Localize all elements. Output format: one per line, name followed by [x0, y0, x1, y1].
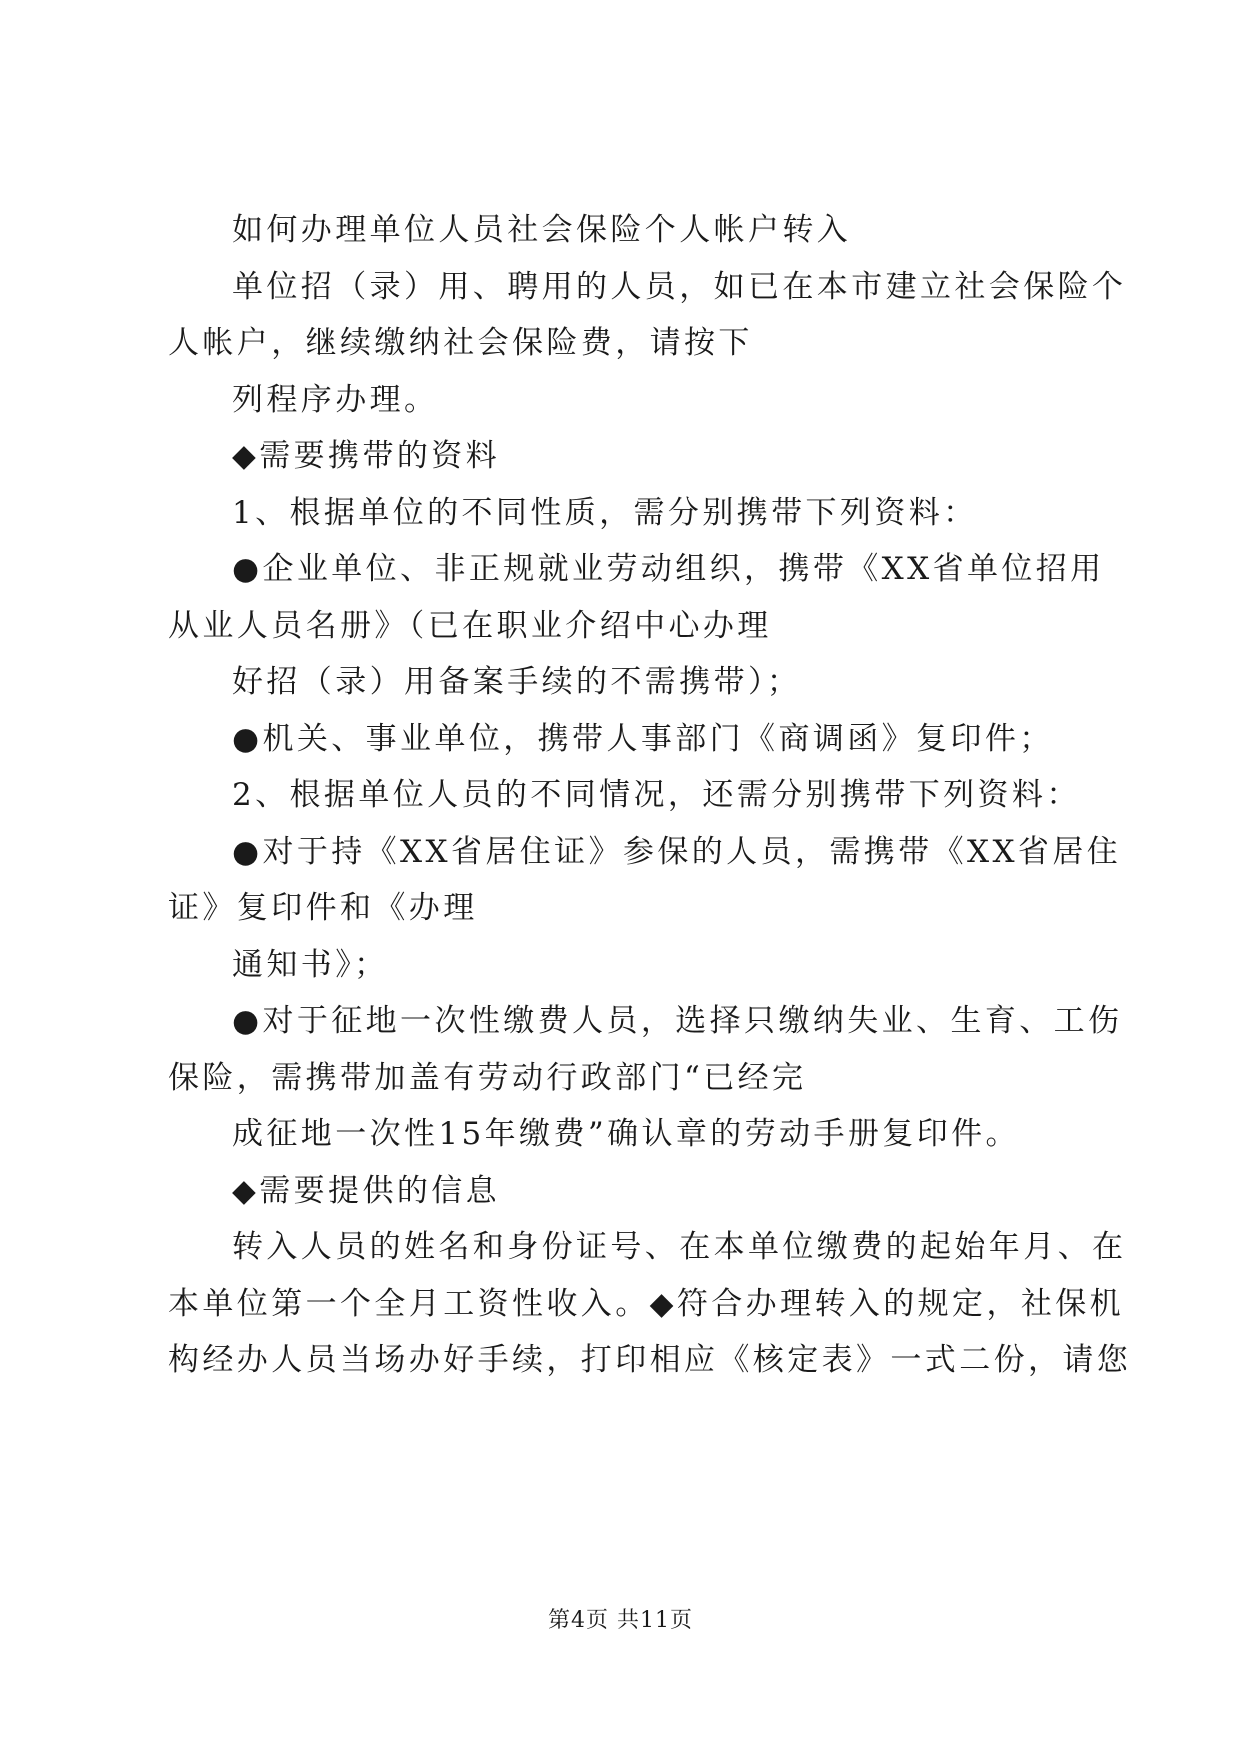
paragraph-line: 人帐户，继续缴纳社会保险费，请按下 — [168, 325, 753, 361]
paragraph-line: 列程序办理。 — [232, 382, 439, 418]
paragraph-line: 转入人员的姓名和身份证号、在本单位缴费的起始年月、在 — [232, 1229, 1127, 1265]
list-item: ●机关、事业单位，携带人事部门《商调函》复印件； — [232, 721, 1054, 757]
document-title: 如何办理单位人员社会保险个人帐户转入 — [232, 212, 852, 248]
list-item: 1、根据单位的不同性质，需分别携带下列资料： — [232, 495, 978, 531]
paragraph-line: 保险，需携带加盖有劳动行政部门“已经完 — [168, 1060, 807, 1096]
paragraph-line: 本单位第一个全月工资性收入。◆符合办理转入的规定，社保机 — [168, 1286, 1125, 1322]
paragraph-line: 通知书》； — [232, 947, 389, 983]
list-item: ●企业单位、非正规就业劳动组织，携带《XX省单位招用 — [232, 551, 1105, 587]
section-heading: ◆需要携带的资料 — [232, 438, 501, 474]
paragraph-line: 单位招（录）用、聘用的人员，如已在本市建立社会保险个 — [232, 269, 1127, 305]
list-item: ●对于征地一次性缴费人员，选择只缴纳失业、生育、工伤 — [232, 1003, 1123, 1039]
paragraph-line: 构经办人员当场办好手续，打印相应《核定表》一式二份，请您 — [168, 1342, 1132, 1378]
section-heading: ◆需要提供的信息 — [232, 1173, 501, 1209]
paragraph-line: 证》复印件和《办理 — [168, 890, 478, 926]
page-number: 第4页 共11页 — [548, 1608, 693, 1633]
paragraph-line: 成征地一次性15年缴费”确认章的劳动手册复印件。 — [232, 1116, 1020, 1152]
paragraph-line: 从业人员名册》（已在职业介绍中心办理 — [168, 608, 772, 644]
paragraph-line: 好招（录）用备案手续的不需携带）； — [232, 664, 802, 700]
list-item: 2、根据单位人员的不同情况，还需分别携带下列资料： — [232, 777, 1081, 813]
list-item: ●对于持《XX省居住证》参保的人员，需携带《XX省居住 — [232, 834, 1122, 870]
